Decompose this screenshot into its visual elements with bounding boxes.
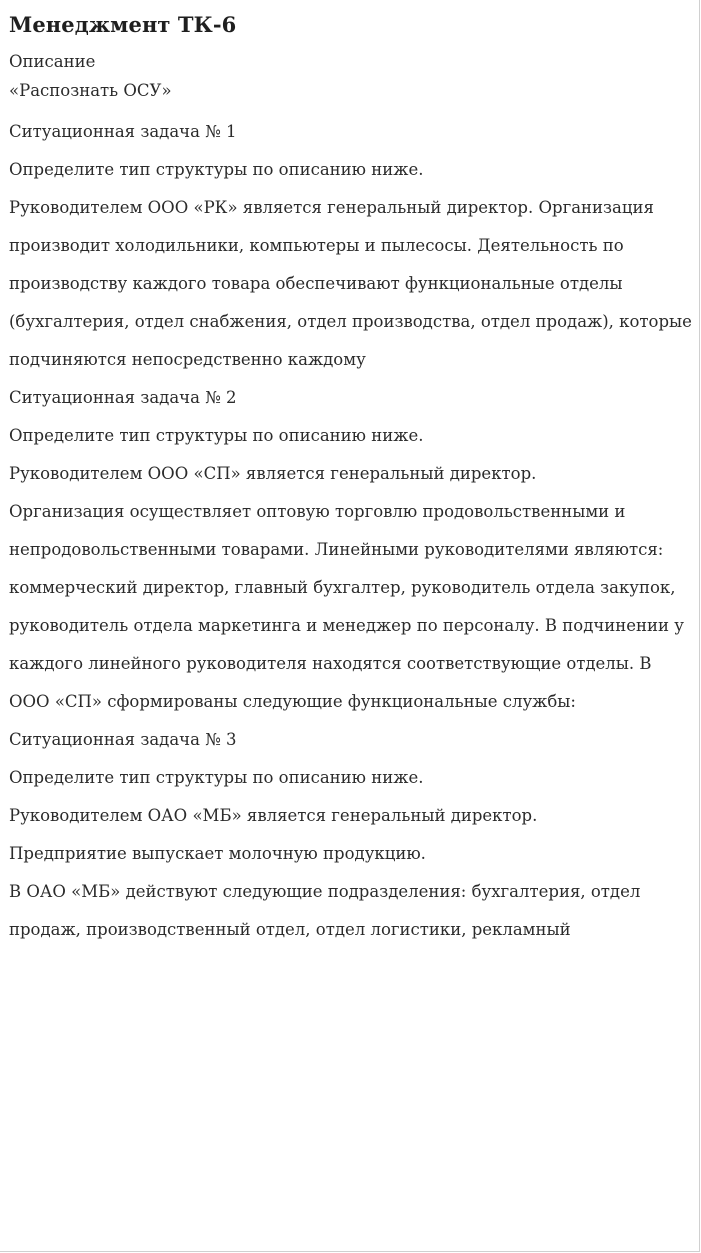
paragraph: Руководителем ОАО «МБ» является генеральный директор. [9,806,538,825]
paragraph: Определите тип структуры по описанию ниже. [9,768,424,787]
paragraph: Ситуационная задача № 2 [9,388,237,407]
document-body [9,117,693,944]
paragraph: руководитель отдела маркетинга и менеджер по персоналу. В подчинении у [9,616,684,635]
paragraph: Руководителем ООО «РК» является генеральный директор. Организация [9,198,654,217]
description-label: Описание [9,52,96,71]
paragraph: производству каждого товара обеспечивают функциональные отделы [9,274,623,293]
paragraph: подчиняются непосредственно каждому [9,350,366,369]
paragraph: Определите тип структуры по описанию ниже. [9,160,424,179]
paragraph: производит холодильники, компьютеры и пылесосы. Деятельность по [9,236,624,255]
document-content [9,8,693,953]
paragraph: непродовольственными товарами. Линейными руководителями являются: [9,540,664,559]
paragraph: (бухгалтерия, отдел снабжения, отдел производства, отдел продаж), которые [9,312,692,331]
paragraph: В ОАО «МБ» действуют следующие подразделения: бухгалтерия, отдел [9,882,641,901]
paragraph: Организация осуществляет оптовую торговлю продовольственными и [9,502,626,521]
paragraph: Руководителем ООО «СП» является генеральный директор. [9,464,537,483]
paragraph: каждого линейного руководителя находятся соответствующие отделы. В [9,654,652,673]
paragraph: Ситуационная задача № 3 [9,730,237,749]
paragraph: Предприятие выпускает молочную продукцию. [9,844,426,863]
paragraph: продаж, производственный отдел, отдел логистики, рекламный [9,920,571,939]
paragraph: Ситуационная задача № 1 [9,122,237,141]
paragraph: ООО «СП» сформированы следующие функциональные службы: [9,692,576,711]
paragraph: Определите тип структуры по описанию ниже. [9,426,424,445]
description-value: «Распознать ОСУ» [9,81,172,100]
page-title: Менеджмент ТК-6 [9,12,237,37]
paragraph: коммерческий директор, главный бухгалтер, руководитель отдела закупок, [9,578,676,597]
